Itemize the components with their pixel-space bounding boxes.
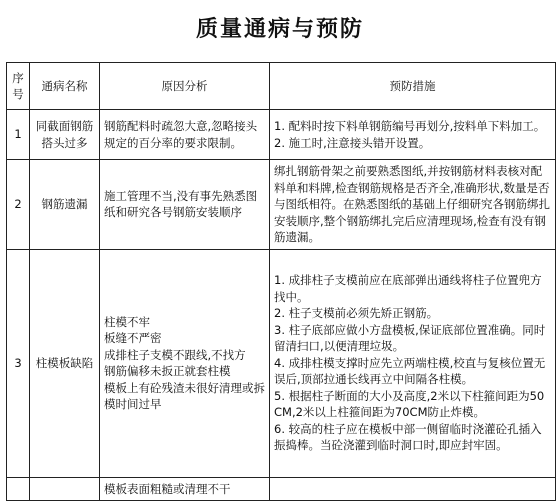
cause-item: 成排柱子支模不跟线,不找方 — [104, 347, 246, 362]
prevention-item: 1. 成排柱子支模前应在底部弹出通线将柱子位置兜方找中。 — [274, 273, 542, 304]
cause-text — [100, 249, 270, 477]
prevention-text — [270, 160, 556, 250]
defect-name — [30, 477, 100, 501]
table-header-row — [7, 63, 556, 110]
defect-name: 同截面钢筋搭头过多 — [30, 110, 100, 160]
prevention-item: 4. 成排柱模支撑时应先立两端柱模,校直与复核位置无误后,顶部拉通长线再立中间隔各柱模。 — [274, 355, 546, 387]
defect-name: 钢筋遗漏 — [30, 160, 100, 250]
cause-item: 板缝不严密 — [104, 331, 162, 345]
cause-item: 钢筋偏移未扳正就套柱模 — [104, 364, 231, 378]
prevention-text — [270, 249, 556, 477]
cause-item: 柱模不牢 — [104, 314, 150, 329]
table-row — [7, 249, 556, 477]
cause-text: 钢筋配料时疏忽大意,忽略接头规定的百分率的要求限制。 — [100, 110, 270, 160]
prevention-item: 3. 柱子底部应做小方盘模板,保证底部位置准确。同时留清扫口,以便清理垃圾。 — [274, 322, 546, 354]
row-number: 2 — [7, 160, 30, 250]
table-row — [7, 110, 556, 160]
document-title: 质量通病与预防 — [195, 16, 364, 42]
table-row — [7, 160, 556, 250]
row-number — [7, 477, 30, 501]
cause-item: 模板上有砼残渣未很好清理或拆模时间过早 — [104, 380, 265, 411]
header-cause-analysis: 原因分析 — [100, 63, 270, 110]
header-defect-name: 通病名称 — [30, 63, 100, 110]
prevention-item: 2. 施工时,注意接头错开设置。 — [274, 135, 431, 150]
cause-text: 模板表面粗糙或清理不干 — [100, 477, 270, 501]
cause-text: 施工管理不当,没有事先熟悉图纸和研究各号钢筋安装顺序 — [100, 160, 270, 250]
defect-name: 柱模板缺陷 — [30, 249, 100, 477]
prevention-item: 6. 较高的柱子应在模板中部一侧留临时浇灌砼孔插入振捣棒。当砼浇灌到临时洞口时,即应封牢固。 — [274, 421, 542, 453]
prevention-item: 1. 配料时按下料单钢筋编号再划分,按料单下料加工。 — [274, 119, 546, 133]
header-prevention: 预防措施 — [270, 63, 556, 110]
row-number: 3 — [7, 249, 30, 477]
prevention-item: 2. 柱子支模前必须先矫正钢筋。 — [274, 306, 439, 321]
prevention-item: 5. 根据柱子断面的大小及高度,2米以下柱箍间距为50CM,2米以上柱箍间距为70CM防止炸模。 — [274, 388, 545, 420]
prevention-text — [270, 477, 556, 501]
quality-defects-table — [6, 62, 556, 501]
prevention-item: 绑扎钢筋骨架之前要熟悉图纸,并按钢筋材料表核对配料单和料牌,检查钢筋规格是否齐全,准确形状,数量是否与图纸相符。在熟悉图纸的基础上仔细研究各钢筋绑扎安装顺序,整个钢筋绑扎完后应清理现场,检查有没有钢筋遗漏。 — [274, 164, 550, 244]
prevention-text — [270, 110, 556, 160]
table-row — [7, 477, 556, 501]
header-number: 序号 — [7, 63, 30, 110]
row-number: 1 — [7, 110, 30, 160]
